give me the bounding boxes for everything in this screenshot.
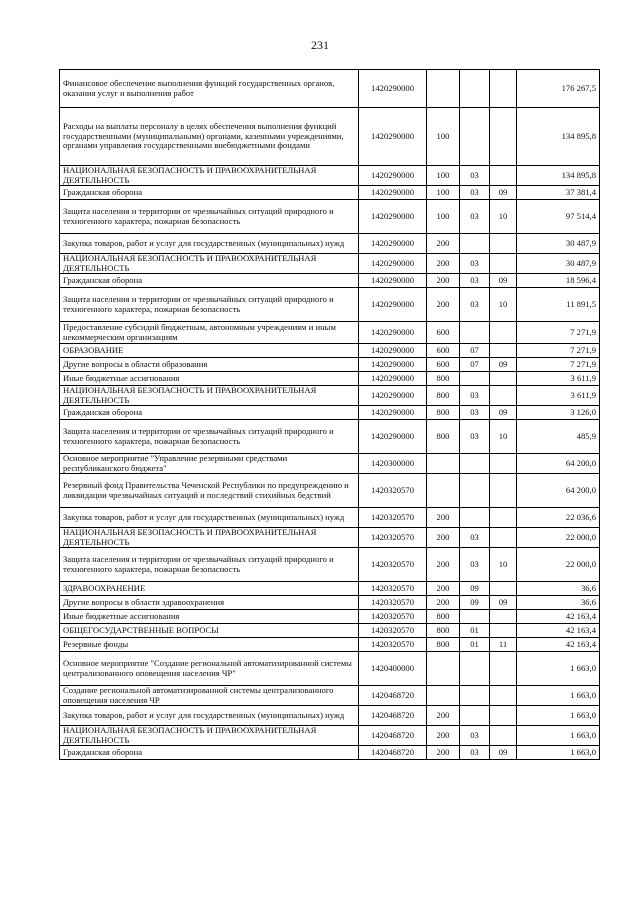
row-amount: 485,9 bbox=[517, 420, 600, 454]
table-row bbox=[60, 274, 600, 288]
row-subsection: 09 bbox=[490, 186, 517, 200]
row-section bbox=[460, 508, 490, 528]
table-row bbox=[60, 288, 600, 322]
row-amount: 3 126,0 bbox=[517, 406, 600, 420]
row-subsection: 09 bbox=[490, 358, 517, 372]
row-section: 03 bbox=[460, 386, 490, 406]
row-section: 07 bbox=[460, 358, 490, 372]
row-section: 03 bbox=[460, 288, 490, 322]
row-name: Гражданская оборона bbox=[60, 746, 359, 760]
table-row bbox=[60, 372, 600, 386]
row-expense-type: 200 bbox=[427, 582, 460, 596]
row-section: 03 bbox=[460, 166, 490, 186]
row-subsection bbox=[490, 610, 517, 624]
row-expense-type: 200 bbox=[427, 528, 460, 548]
row-subsection bbox=[490, 706, 517, 726]
row-amount: 30 487,9 bbox=[517, 234, 600, 254]
table-row bbox=[60, 186, 600, 200]
row-expense-type: 200 bbox=[427, 288, 460, 322]
page-number: 231 bbox=[311, 38, 329, 52]
table-row bbox=[60, 344, 600, 358]
row-section: 01 bbox=[460, 638, 490, 652]
row-section: 03 bbox=[460, 274, 490, 288]
row-name: ОБРАЗОВАНИЕ bbox=[60, 344, 359, 358]
row-name: Основное мероприятие "Создание региональной автоматизированной системы централизованного оповещения населения ЧР" bbox=[60, 652, 359, 686]
row-expense-type: 800 bbox=[427, 386, 460, 406]
row-target-code: 1420468720 bbox=[359, 726, 427, 746]
table-row bbox=[60, 200, 600, 234]
row-expense-type: 800 bbox=[427, 624, 460, 638]
row-amount: 22 000,0 bbox=[517, 548, 600, 582]
row-section: 09 bbox=[460, 582, 490, 596]
table-row bbox=[60, 406, 600, 420]
row-subsection bbox=[490, 686, 517, 706]
row-expense-type: 600 bbox=[427, 344, 460, 358]
row-name: Иные бюджетные ассигнования bbox=[60, 610, 359, 624]
row-expense-type bbox=[427, 652, 460, 686]
row-name: НАЦИОНАЛЬНАЯ БЕЗОПАСНОСТЬ И ПРАВООХРАНИТЕЛЬНАЯ ДЕЯТЕЛЬНОСТЬ bbox=[60, 166, 359, 186]
row-section bbox=[460, 610, 490, 624]
row-name: Финансовое обеспечение выполнения функций государственных органов, оказания услуг и выполнения работ bbox=[60, 70, 359, 108]
row-target-code: 1420290000 bbox=[359, 406, 427, 420]
row-amount: 30 487,9 bbox=[517, 254, 600, 274]
row-target-code: 1420320570 bbox=[359, 508, 427, 528]
row-name: Гражданская оборона bbox=[60, 274, 359, 288]
row-subsection: 10 bbox=[490, 200, 517, 234]
row-amount: 134 895,8 bbox=[517, 108, 600, 166]
table-row bbox=[60, 234, 600, 254]
budget-table-body bbox=[60, 70, 600, 760]
row-subsection bbox=[490, 386, 517, 406]
row-amount: 1 663,0 bbox=[517, 706, 600, 726]
table-row bbox=[60, 70, 600, 108]
row-amount: 42 163,4 bbox=[517, 624, 600, 638]
row-section: 03 bbox=[460, 186, 490, 200]
row-section: 01 bbox=[460, 624, 490, 638]
row-name: Другие вопросы в области образования bbox=[60, 358, 359, 372]
row-subsection bbox=[490, 474, 517, 508]
row-target-code: 1420290000 bbox=[359, 420, 427, 454]
table-row bbox=[60, 746, 600, 760]
row-name: Защита населения и территории от чрезвычайных ситуаций природного и техногенного характера, пожарная безопасность bbox=[60, 420, 359, 454]
row-subsection bbox=[490, 108, 517, 166]
row-name: Резервные фонды bbox=[60, 638, 359, 652]
row-section bbox=[460, 70, 490, 108]
row-target-code: 1420400000 bbox=[359, 652, 427, 686]
row-section bbox=[460, 474, 490, 508]
row-target-code: 1420320570 bbox=[359, 638, 427, 652]
row-name: Резервный фонд Правительства Чеченской Республики по предупреждению и ликвидации чрезвычайных ситуаций и последствий стихийных бедствий bbox=[60, 474, 359, 508]
row-expense-type bbox=[427, 686, 460, 706]
row-section bbox=[460, 454, 490, 474]
row-subsection: 09 bbox=[490, 596, 517, 610]
row-subsection bbox=[490, 726, 517, 746]
row-subsection bbox=[490, 70, 517, 108]
row-amount: 18 596,4 bbox=[517, 274, 600, 288]
row-amount: 3 611,9 bbox=[517, 372, 600, 386]
row-subsection: 09 bbox=[490, 746, 517, 760]
row-target-code: 1420320570 bbox=[359, 624, 427, 638]
row-name: Основное мероприятие "Управление резервными средствами республиканского бюджета" bbox=[60, 454, 359, 474]
row-subsection bbox=[490, 652, 517, 686]
row-name: Закупка товаров, работ и услуг для государственных (муниципальных) нужд bbox=[60, 234, 359, 254]
row-target-code: 1420290000 bbox=[359, 372, 427, 386]
row-amount: 1 663,0 bbox=[517, 746, 600, 760]
row-subsection: 09 bbox=[490, 406, 517, 420]
table-row bbox=[60, 358, 600, 372]
row-subsection bbox=[490, 166, 517, 186]
table-row bbox=[60, 610, 600, 624]
row-amount: 134 895,8 bbox=[517, 166, 600, 186]
row-name: Иные бюджетные ассигнования bbox=[60, 372, 359, 386]
table-row bbox=[60, 686, 600, 706]
table-row bbox=[60, 474, 600, 508]
row-name: Расходы на выплаты персоналу в целях обеспечения выполнения функций государственными (муниципальными) органами, казенными учреждениями, органами управления государственными внебюджетными фондами bbox=[60, 108, 359, 166]
row-section: 03 bbox=[460, 254, 490, 274]
row-amount: 11 891,5 bbox=[517, 288, 600, 322]
row-expense-type: 800 bbox=[427, 406, 460, 420]
row-section bbox=[460, 234, 490, 254]
row-subsection bbox=[490, 254, 517, 274]
row-expense-type: 600 bbox=[427, 358, 460, 372]
row-amount: 64 200,0 bbox=[517, 474, 600, 508]
row-section bbox=[460, 686, 490, 706]
table-row bbox=[60, 582, 600, 596]
row-subsection: 10 bbox=[490, 548, 517, 582]
row-name: Закупка товаров, работ и услуг для государственных (муниципальных) нужд bbox=[60, 706, 359, 726]
row-amount: 64 200,0 bbox=[517, 454, 600, 474]
row-target-code: 1420290000 bbox=[359, 108, 427, 166]
row-section bbox=[460, 322, 490, 344]
row-name: Защита населения и территории от чрезвычайных ситуаций природного и техногенного характера, пожарная безопасность bbox=[60, 548, 359, 582]
row-target-code: 1420290000 bbox=[359, 288, 427, 322]
row-expense-type bbox=[427, 474, 460, 508]
row-name: Предоставление субсидий бюджетным, автономным учреждениям и иным некоммерческим организациям bbox=[60, 322, 359, 344]
row-target-code: 1420290000 bbox=[359, 274, 427, 288]
row-expense-type: 800 bbox=[427, 420, 460, 454]
row-target-code: 1420468720 bbox=[359, 706, 427, 726]
row-target-code: 1420468720 bbox=[359, 746, 427, 760]
row-expense-type: 200 bbox=[427, 746, 460, 760]
table-row bbox=[60, 726, 600, 746]
row-target-code: 1420290000 bbox=[359, 358, 427, 372]
row-section bbox=[460, 706, 490, 726]
row-name: Защита населения и территории от чрезвычайных ситуаций природного и техногенного характера, пожарная безопасность bbox=[60, 200, 359, 234]
row-expense-type: 100 bbox=[427, 200, 460, 234]
row-amount: 36,6 bbox=[517, 582, 600, 596]
row-target-code: 1420290000 bbox=[359, 166, 427, 186]
row-subsection bbox=[490, 454, 517, 474]
row-target-code: 1420320570 bbox=[359, 528, 427, 548]
row-target-code: 1420290000 bbox=[359, 186, 427, 200]
row-expense-type: 200 bbox=[427, 254, 460, 274]
row-target-code: 1420320570 bbox=[359, 474, 427, 508]
table-row bbox=[60, 624, 600, 638]
row-expense-type: 100 bbox=[427, 186, 460, 200]
row-expense-type: 800 bbox=[427, 638, 460, 652]
table-row bbox=[60, 528, 600, 548]
row-target-code: 1420290000 bbox=[359, 322, 427, 344]
row-expense-type: 200 bbox=[427, 508, 460, 528]
row-section: 03 bbox=[460, 548, 490, 582]
row-amount: 42 163,4 bbox=[517, 638, 600, 652]
row-subsection bbox=[490, 372, 517, 386]
table-row bbox=[60, 652, 600, 686]
row-name: ОБЩЕГОСУДАРСТВЕННЫЕ ВОПРОСЫ bbox=[60, 624, 359, 638]
row-expense-type: 200 bbox=[427, 596, 460, 610]
row-name: Закупка товаров, работ и услуг для государственных (муниципальных) нужд bbox=[60, 508, 359, 528]
row-section: 03 bbox=[460, 406, 490, 420]
table-row bbox=[60, 254, 600, 274]
row-amount: 37 381,4 bbox=[517, 186, 600, 200]
row-section bbox=[460, 652, 490, 686]
row-name: Другие вопросы в области здравоохранения bbox=[60, 596, 359, 610]
row-amount: 97 514,4 bbox=[517, 200, 600, 234]
row-expense-type: 800 bbox=[427, 372, 460, 386]
row-expense-type: 200 bbox=[427, 274, 460, 288]
table-row bbox=[60, 706, 600, 726]
row-section: 03 bbox=[460, 200, 490, 234]
row-subsection bbox=[490, 234, 517, 254]
row-name: НАЦИОНАЛЬНАЯ БЕЗОПАСНОСТЬ И ПРАВООХРАНИТЕЛЬНАЯ ДЕЯТЕЛЬНОСТЬ bbox=[60, 386, 359, 406]
row-subsection bbox=[490, 624, 517, 638]
table-row bbox=[60, 166, 600, 186]
table-row bbox=[60, 386, 600, 406]
row-name: Гражданская оборона bbox=[60, 406, 359, 420]
row-amount: 176 267,5 bbox=[517, 70, 600, 108]
table-row bbox=[60, 548, 600, 582]
row-amount: 3 611,9 bbox=[517, 386, 600, 406]
row-section: 07 bbox=[460, 344, 490, 358]
table-row bbox=[60, 596, 600, 610]
row-target-code: 1420290000 bbox=[359, 386, 427, 406]
row-subsection bbox=[490, 528, 517, 548]
row-subsection: 10 bbox=[490, 420, 517, 454]
row-expense-type bbox=[427, 70, 460, 108]
row-name: НАЦИОНАЛЬНАЯ БЕЗОПАСНОСТЬ И ПРАВООХРАНИТЕЛЬНАЯ ДЕЯТЕЛЬНОСТЬ bbox=[60, 254, 359, 274]
row-amount: 36,6 bbox=[517, 596, 600, 610]
row-expense-type: 200 bbox=[427, 706, 460, 726]
row-section: 03 bbox=[460, 528, 490, 548]
row-expense-type: 800 bbox=[427, 610, 460, 624]
row-name: НАЦИОНАЛЬНАЯ БЕЗОПАСНОСТЬ И ПРАВООХРАНИТЕЛЬНАЯ ДЕЯТЕЛЬНОСТЬ bbox=[60, 528, 359, 548]
row-section: 03 bbox=[460, 746, 490, 760]
row-section: 09 bbox=[460, 596, 490, 610]
table-row bbox=[60, 420, 600, 454]
row-target-code: 1420320570 bbox=[359, 596, 427, 610]
row-section bbox=[460, 372, 490, 386]
row-amount: 42 163,4 bbox=[517, 610, 600, 624]
row-target-code: 1420300000 bbox=[359, 454, 427, 474]
table-row bbox=[60, 454, 600, 474]
row-expense-type: 200 bbox=[427, 234, 460, 254]
row-name: НАЦИОНАЛЬНАЯ БЕЗОПАСНОСТЬ И ПРАВООХРАНИТЕЛЬНАЯ ДЕЯТЕЛЬНОСТЬ bbox=[60, 726, 359, 746]
table-row bbox=[60, 638, 600, 652]
row-amount: 7 271,9 bbox=[517, 344, 600, 358]
row-amount: 1 663,0 bbox=[517, 686, 600, 706]
row-target-code: 1420468720 bbox=[359, 686, 427, 706]
row-target-code: 1420320570 bbox=[359, 582, 427, 596]
row-amount: 22 036,6 bbox=[517, 508, 600, 528]
row-section bbox=[460, 108, 490, 166]
row-expense-type: 600 bbox=[427, 322, 460, 344]
row-subsection bbox=[490, 582, 517, 596]
row-section: 03 bbox=[460, 726, 490, 746]
row-expense-type: 200 bbox=[427, 726, 460, 746]
row-name: ЗДРАВООХРАНЕНИЕ bbox=[60, 582, 359, 596]
row-expense-type: 100 bbox=[427, 166, 460, 186]
row-target-code: 1420290000 bbox=[359, 234, 427, 254]
row-target-code: 1420290000 bbox=[359, 70, 427, 108]
row-name: Гражданская оборона bbox=[60, 186, 359, 200]
row-amount: 7 271,9 bbox=[517, 322, 600, 344]
row-name: Защита населения и территории от чрезвычайных ситуаций природного и техногенного характера, пожарная безопасность bbox=[60, 288, 359, 322]
row-amount: 1 663,0 bbox=[517, 652, 600, 686]
row-subsection: 10 bbox=[490, 288, 517, 322]
row-target-code: 1420320570 bbox=[359, 548, 427, 582]
row-amount: 22 000,0 bbox=[517, 528, 600, 548]
table-row bbox=[60, 108, 600, 166]
row-target-code: 1420290000 bbox=[359, 254, 427, 274]
row-target-code: 1420320570 bbox=[359, 610, 427, 624]
row-amount: 7 271,9 bbox=[517, 358, 600, 372]
row-subsection bbox=[490, 508, 517, 528]
row-expense-type: 100 bbox=[427, 108, 460, 166]
budget-table bbox=[59, 69, 600, 760]
row-amount: 1 663,0 bbox=[517, 726, 600, 746]
row-expense-type: 200 bbox=[427, 548, 460, 582]
row-target-code: 1420290000 bbox=[359, 344, 427, 358]
row-section: 03 bbox=[460, 420, 490, 454]
table-row bbox=[60, 508, 600, 528]
row-subsection bbox=[490, 322, 517, 344]
row-target-code: 1420290000 bbox=[359, 200, 427, 234]
row-subsection: 09 bbox=[490, 274, 517, 288]
row-subsection bbox=[490, 344, 517, 358]
row-subsection: 11 bbox=[490, 638, 517, 652]
table-row bbox=[60, 322, 600, 344]
row-expense-type bbox=[427, 454, 460, 474]
row-name: Создание региональной автоматизированной системы централизованного оповещения населения ЧР bbox=[60, 686, 359, 706]
